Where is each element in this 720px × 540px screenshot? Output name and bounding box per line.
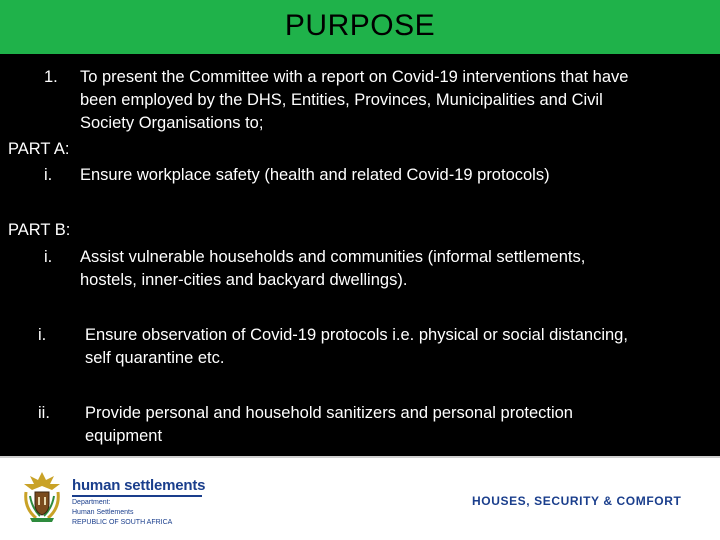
department-logo [72, 477, 206, 527]
intro-line-1: To present the Committee with a report on Covid-19 interventions that have [80, 68, 629, 86]
slide-title: PURPOSE [284, 9, 436, 42]
sub-item-2-line-2: equipment [85, 427, 163, 445]
sub-item-2-line-1: Provide personal and household sanitizers and personal protection [85, 404, 573, 422]
department-country: REPUBLIC OF SOUTH AFRICA [72, 519, 173, 526]
part-b-heading: PART B: [8, 221, 71, 239]
department-label: Department: [72, 499, 111, 506]
part-b-item-line-2: hostels, inner-cities and backyard dwellings). [80, 271, 408, 289]
part-a-heading: PART A: [8, 140, 70, 158]
slide-content [0, 54, 720, 456]
part-a-item-marker: i. [44, 166, 53, 184]
intro-number: 1. [44, 68, 58, 86]
slogan: HOUSES, SECURITY & COMFORT [472, 494, 682, 508]
sub-item-1-marker: i. [38, 326, 47, 344]
coat-of-arms-icon [20, 470, 64, 524]
intro-line-2: been employed by the DHS, Entities, Provinces, Municipalities and Civil [80, 91, 603, 109]
title-bar [0, 0, 720, 54]
department-subname: Human Settlements [72, 509, 134, 516]
part-b-item-marker: i. [44, 248, 53, 266]
sub-item-1-line-1: Ensure observation of Covid-19 protocols i.e. physical or social distancing, [85, 326, 628, 344]
part-a-item-text: Ensure workplace safety (health and related Covid-19 protocols) [80, 166, 550, 184]
sub-item-2-marker: ii. [38, 404, 50, 422]
department-name: human settlements [72, 477, 202, 497]
intro-line-3: Society Organisations to; [80, 114, 264, 132]
part-b-item-line-1: Assist vulnerable households and communities (informal settlements, [80, 248, 586, 266]
sub-item-1-line-2: self quarantine etc. [85, 349, 225, 367]
